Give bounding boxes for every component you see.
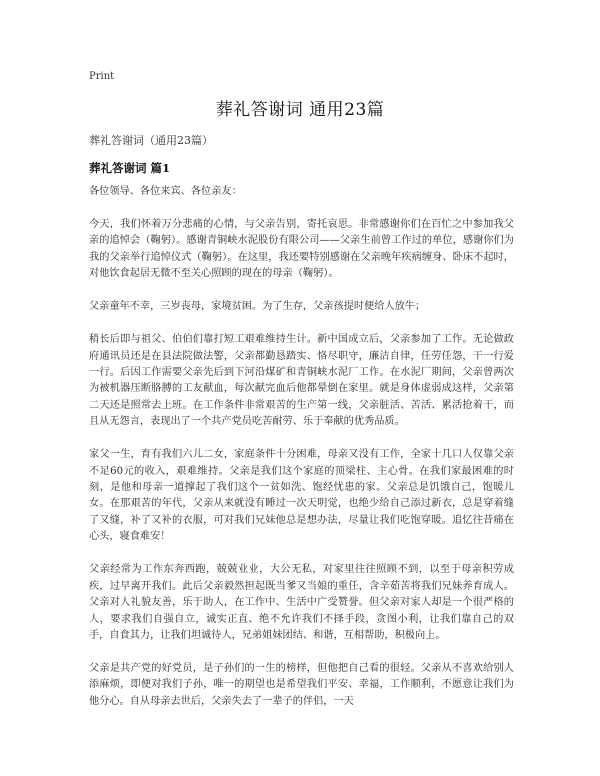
document-body [89, 184, 514, 727]
document-subtitle: 葬礼答谢词（通用23篇） [89, 134, 213, 147]
paragraph-family: 家父一生，育有我们六儿二女，家庭条件十分困难，母亲又没有工作，全家十几口人仅靠父亲不足60元的收入，艰难维持。父亲是我们这个家庭的顶梁柱、主心骨。在我们家最困难的时刻，是他和母亲一道撑起了我们这个一贫如洗、饱经忧患的家。父亲总是饥饿自己，饱暖儿女。在那艰苦的年代，父亲从来就没有睡过一次天明觉，也绝少给自己添过新衣，总是穿着缝了又缝，补了又补的衣服，可对我们兄妹他总是想办法，尽量让我们吃饱穿暖。追忆往昔痛在心头，寝食难安！ [89, 449, 514, 543]
section-heading: 葬礼答谢词 篇1 [89, 161, 171, 175]
paragraph-greeting: 各位领导、各位来宾、各位亲友： [89, 186, 242, 197]
print-label: Print [89, 71, 115, 82]
paragraph-career: 稍长后即与祖父、伯伯们靠打短工艰难维持生计。新中国成立后，父亲参加了工作。无论做政府通讯员还是在县法院做法警，父亲都勤恳踏实、恪尽职守，廉洁自律，任劳任怨，干一行爱一行。后因工作需要父亲先后到下河沿煤矿和青铜峡水泥厂工作。在水泥厂期间，父亲曾两次为被机器压断胳膊的工友献血，每次献完血后他都晕倒在家里。就是身体虚弱成这样，父亲第二天还是照常去上班。在工作条件非常艰苦的生产第一线，父亲脏活、苦活、累活抢着干，而且从无怨言，表现出了一个共产党员吃苦耐劳、乐于奉献的优秀品质。 [89, 334, 514, 428]
paragraph-thanks: 今天，我们怀着万分悲痛的心情，与父亲告别，寄托哀思。非常感谢你们在百忙之中参加我父亲的追悼会（鞠躬）。感谢青铜峡水泥股份有限公司——父亲生前曾工作过的单位，感谢你们为我的父亲举行追悼仪式（鞠躬）。在这里，我还要特别感谢在父亲晚年疾病缠身、卧床不起时，对他饮食起居无微不至关心照顾的现在的母亲（鞠躬）。 [89, 219, 514, 280]
paragraph-party-member: 父亲是共产党的好党员，是子孙们的一生的榜样，但他把自己看的很轻。父亲从不喜欢给别人添麻烦，即便对我们子孙，唯一的期望也是希望我们平安、幸福，工作顺利，不愿意让我们为他分心。自从母亲去世后，父亲失去了一辈子的伴侣，一天 [89, 662, 514, 707]
paragraph-childhood: 父亲童年不幸，三岁丧母，家境贫困。为了生存，父亲孩提时便给人放牛； [89, 301, 426, 313]
page-title: 葬礼答谢词 通用23篇 [215, 100, 385, 120]
paragraph-upbringing: 父亲经常为工作东奔西跑，兢兢业业，大公无私，对家里往往照顾不到，以至于母亲积劳成疾，过早离开我们。此后父亲毅然担起既当爹又当娘的重任，含辛茹苦将我们兄妹养育成人。父亲对人礼貌友善，乐于助人，在工作中、生活中广受赞誉。但父亲对家人却是一个很严格的人，要求我们自强自立，诚实正直、绝不允许我们不择手段，贪图小利，让我们靠自己的双手，自食其力，让我们坦诚待人，兄弟姐妹团结、和谐，互相帮助，积极向上。 [89, 564, 514, 641]
